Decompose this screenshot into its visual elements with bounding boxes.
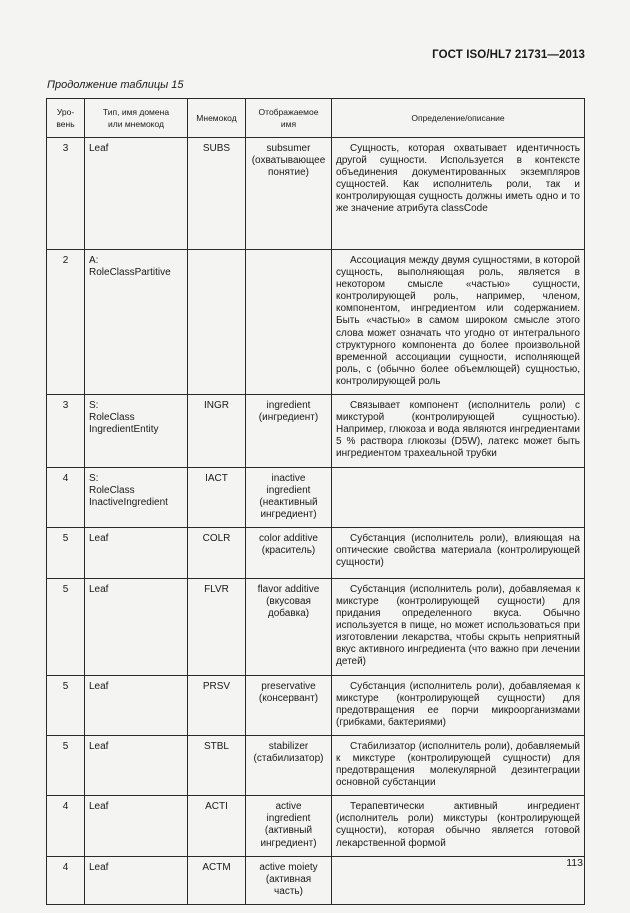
table-row — [47, 735, 585, 795]
cell-mnemonic: FLVR — [188, 578, 246, 675]
cell-level: 5 — [47, 578, 85, 675]
cell-display-name: ingredient (ингредиент) — [246, 395, 332, 467]
document-standard-header: ГОСТ ISO/HL7 21731—2013 — [432, 49, 585, 61]
definition-text: Связывает компонент (исполнитель роли) с микстурой (контролирующей сущностью). Например, глюкоза и вода являются ингредиентами 5 % раствора глюкозы (D5W), латекс может быть ингредиентом трахеальной трубки — [336, 400, 580, 460]
definition-text: Стабилизатор (исполнитель роли), добавляемый к микстуре (контролирующей сущности) для предотвращения молекулярной дезинтеграции основной субстанции — [336, 740, 580, 789]
table-row — [47, 796, 585, 856]
cell-definition — [332, 527, 585, 578]
table-header-row — [47, 99, 585, 138]
cell-level: 3 — [47, 138, 85, 250]
cell-type: A: RoleClassPartitive — [85, 250, 188, 395]
page-number: 113 — [566, 857, 583, 869]
table-row — [47, 138, 585, 250]
cell-display-name: active moiety (активная часть) — [246, 856, 332, 904]
cell-mnemonic: COLR — [188, 527, 246, 578]
cell-mnemonic: INGR — [188, 395, 246, 467]
table-row — [47, 467, 585, 527]
cell-level: 5 — [47, 527, 85, 578]
cell-type: Leaf — [85, 578, 188, 675]
definition-text: Терапевтически активный ингредиент (исполнитель роли) микстуры (контролирующей сущности), которая обычно является готовой лекарственной формой — [336, 801, 580, 849]
table-caption: Продолжение таблицы 15 — [47, 79, 184, 91]
cell-level: 5 — [47, 675, 85, 735]
table-row — [47, 395, 585, 467]
table-row — [47, 675, 585, 735]
definition-text: Субстанция (исполнитель роли), добавляемая к микстуре (контролирующей сущности) для придания определенного вкуса. Обычно используется в пище, но может использоваться при изготовлении лекарства, чтобы скрыть неприятный вкус активного ингредиента (что важно при лечении детей) — [336, 583, 580, 668]
cell-definition — [332, 138, 585, 250]
table-row — [47, 250, 585, 395]
definition-text: Субстанция (исполнитель роли), добавляемая к микстуре (контролирующей сущности) для предотвращения ее порчи микроорганизмами (грибками, бактериями) — [336, 680, 580, 728]
cell-level: 5 — [47, 735, 85, 795]
definition-text: Ассоциация между двумя сущностями, в которой сущность, выполняющая роль, является в некотором смысле «частью» сущности, контролирующей роль, например, членом, компонентом, ингредиентом или содержанием. Быть «частью» в самом широком смысле этого слова может означать что угодно от интегрального структурного компонента до более произвольной временной ассоциации сущности, исполняющей роль, с (обычно более объемлющей) сущностью, контролирующей роль — [336, 255, 580, 387]
column-header-definition: Определение/описание — [332, 99, 585, 138]
cell-mnemonic: STBL — [188, 735, 246, 795]
cell-display-name: stabilizer (стабилизатор) — [246, 735, 332, 795]
cell-display-name: preservative (консервант) — [246, 675, 332, 735]
cell-definition — [332, 675, 585, 735]
cell-type: S: RoleClass IngredientEntity — [85, 395, 188, 467]
cell-mnemonic: IACT — [188, 467, 246, 527]
table-row — [47, 527, 585, 578]
cell-mnemonic: PRSV — [188, 675, 246, 735]
cell-level: 3 — [47, 395, 85, 467]
cell-type: Leaf — [85, 527, 188, 578]
cell-mnemonic: ACTM — [188, 856, 246, 904]
cell-definition — [332, 467, 585, 527]
cell-display-name: active ingredient (активный ингредиент) — [246, 796, 332, 856]
cell-display-name: subsumer (охватывающее понятие) — [246, 138, 332, 250]
cell-definition — [332, 578, 585, 675]
column-header-type: Тип, имя домена или мнемокод — [85, 99, 188, 138]
definition-text: Сущность, которая охватывает идентичность другой сущности. Используется в контексте объединения документированных экземпляров сущностей. Как исполнитель роли, так и контролирующая сущность должны иметь одно и то же значение атрибута classCode — [336, 143, 580, 215]
cell-level: 4 — [47, 796, 85, 856]
column-header-display-name: Отображаемое имя — [246, 99, 332, 138]
cell-definition — [332, 796, 585, 856]
cell-level: 2 — [47, 250, 85, 395]
cell-mnemonic: SUBS — [188, 138, 246, 250]
table-row — [47, 856, 585, 904]
column-header-mnemonic: Мнемокод — [188, 99, 246, 138]
cell-type: S: RoleClass InactiveIngredient — [85, 467, 188, 527]
cell-mnemonic: ACTI — [188, 796, 246, 856]
column-header-level: Уро- вень — [47, 99, 85, 138]
cell-type: Leaf — [85, 796, 188, 856]
hierarchy-table — [46, 98, 585, 905]
definition-text: Субстанция (исполнитель роли), влияющая на оптические свойства материала (контролирующей сущности) — [336, 532, 580, 569]
cell-type: Leaf — [85, 735, 188, 795]
cell-level: 4 — [47, 856, 85, 904]
cell-display-name: inactive ingredient (неактивный ингредиент) — [246, 467, 332, 527]
cell-mnemonic — [188, 250, 246, 395]
cell-type: Leaf — [85, 138, 188, 250]
cell-level: 4 — [47, 467, 85, 527]
cell-definition — [332, 250, 585, 395]
cell-display-name: flavor additive (вкусовая добавка) — [246, 578, 332, 675]
cell-definition — [332, 856, 585, 904]
cell-display-name: color additive (краситель) — [246, 527, 332, 578]
table-row — [47, 578, 585, 675]
cell-type: Leaf — [85, 856, 188, 904]
cell-type: Leaf — [85, 675, 188, 735]
cell-definition — [332, 395, 585, 467]
cell-definition — [332, 735, 585, 795]
cell-display-name — [246, 250, 332, 395]
